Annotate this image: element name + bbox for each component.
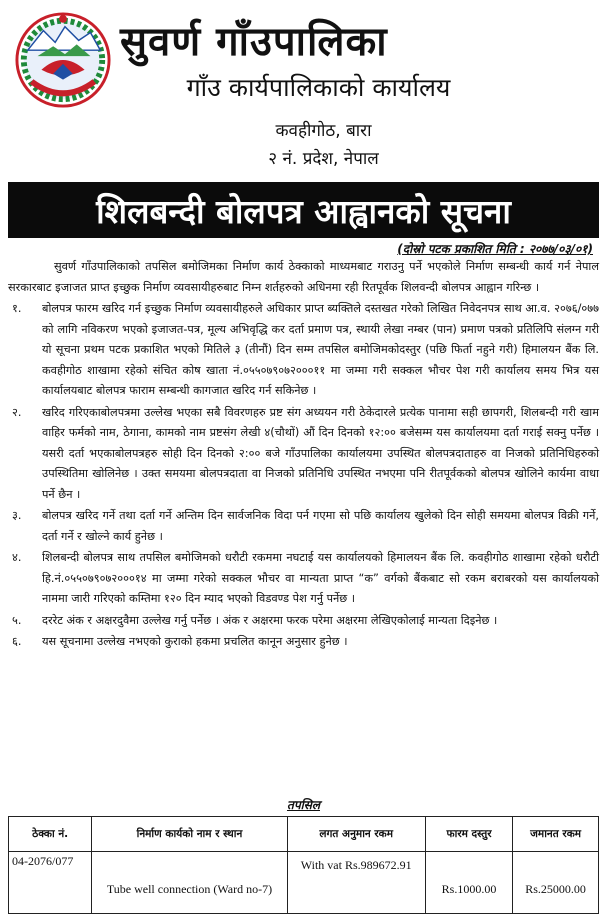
publish-date: (दोस्रो पटक प्रकाशित मिति : २०७७/०३/०१) xyxy=(397,242,593,256)
cell-contract-no: 04-2076/077 xyxy=(9,852,92,914)
term-item xyxy=(8,632,599,653)
cell-estimate: With vat Rs.989672.91 xyxy=(287,852,425,914)
term-text: शिलबन्दी बोलपत्र साथ तपसिल बमोजिमको धरौटी रकममा नघटाई यस कार्यालयको हिमालयन बैंक लि. कवहीगोठ शाखामा रहेको धरौटी हि.नं.०५५०७९०७२०००१४ मा जम्मा गरेको सक्कल भौचर वा मान्यता प्राप्त “क” वर्गको बैंकबाट सो रकम बराबरको यस कार्यालयको नाममा जारी गरिएको कम्तिमा १२० दिन म्याद भएको विडवण्ड पेश गर्नु पर्नेछ । xyxy=(42,551,599,605)
term-text: खरिद गरिएकाबोलपत्रमा उल्लेख भएका सबै विवरणहरु प्रष्ट संग अध्ययन गरी ठेकेदारले प्रत्येक पानामा सही छापगरी, शिलबन्दी गरी खाम वाहिर फर्मको नाम, ठेगाना, कामको नाम प्रष्टसंग लेखी ४(चौथों) औं दिन दिनको १२:०० बजेसम्म यस कार्यालयमा दर्ता गराई सक्नु पर्नेछ । यसरी दर्ता भएकाबोलपत्रहरु सोही दिन दिनको २:०० बजे गाँउपालिका कार्यालयमा उपस्थित बोलपत्रदाताहरु वा निजको प्रतिनिधिहरुको उपस्थितिमा खोलिनेछ । उक्त समयमा बोलपत्रदाता वा निजको प्रतिनिधि उपस्थित नभएमा पनि रीतपूर्वकको बोलपत्र खोलिने कार्यमा वाधा पर्ने छैन । xyxy=(42,405,599,501)
notice-body xyxy=(8,257,599,653)
col-form-fee: फारम दस्तुर xyxy=(425,817,512,852)
term-text: बोलपत्र खरिद गर्ने तथा दर्ता गर्ने अन्तिम दिन सार्वजनिक विदा पर्न गएमा सो पछि कार्यालय खुलेको दिन सोही समयमा बोलपत्र विक्री गर्ने, दर्ता गर्ने र खोल्ने कार्य हुनेछ । xyxy=(42,509,599,543)
col-contract-no: ठेक्का नं. xyxy=(9,817,92,852)
letterhead xyxy=(0,0,607,182)
term-number: ३. xyxy=(12,509,22,522)
term-number: ६. xyxy=(12,635,22,648)
col-estimate: लगत अनुमान रकम xyxy=(287,817,425,852)
municipality-name: सुवर्ण गाँउपालिका xyxy=(120,18,388,65)
notice-title-banner xyxy=(8,182,599,238)
address-line-2: २ नं. प्रदेश, नेपाल xyxy=(268,149,379,169)
col-work-name: निर्माण कार्यको नाम र स्थान xyxy=(92,817,287,852)
term-number: १. xyxy=(12,302,22,315)
cell-work-name: Tube well connection (Ward no-7) xyxy=(92,852,287,914)
term-text: बोलपत्र फारम खरिद गर्न इच्छुक निर्माण व्यवसायीहरुले अधिकार प्राप्त ब्यक्तिले दस्तखत गरेको लिखित निवेदनपत्र साथ आ.व. २०७६/०७७ को लागि नविकरण भएको इजाजत-पत्र, मूल्य अभिवृद्धि कर दर्ता प्रमाण पत्र, स्थायी लेखा नम्बर (पान) प्रमाण पत्रको प्रतिलिपि संलग्न गरी यो सूचना प्रथम पटक प्रकाशित भएको मितिले ३ (तीनौं) दिन सम्म तपसिल बमोजिमकोदस्तुर (पछि फिर्ता नहुने गरी) हिमालयन बैंक लि. कवहीगोठ शाखामा रहेको संचित कोष खाता नं.०५५०७९०७२०००११ मा जम्मा गरी सक्कल भौचर पेश गरी कार्यालय समय भित्र यस कार्यालयबाट बोलपत्र फाराम सम्बन्धी कागजात खरिद गर्न सकिनेछ । xyxy=(42,302,599,397)
term-number: ४. xyxy=(12,551,22,564)
notice-title: शिलबन्दी बोलपत्र आह्वानको सूचना xyxy=(96,191,511,231)
col-security-amount: जमानत रकम xyxy=(513,817,599,852)
term-text: दररेट अंक र अक्षरदुवैमा उल्लेख गर्नु पर्नेछ । अंक र अक्षरमा फरक परेमा अक्षरमा लेखिएकोलाई मान्यता दिइनेछ । xyxy=(42,613,498,627)
cell-security-amount: Rs.25000.00 xyxy=(513,852,599,914)
term-item xyxy=(8,506,599,547)
term-number: २. xyxy=(12,405,22,419)
terms-list xyxy=(8,299,599,653)
term-item xyxy=(8,611,599,632)
term-item xyxy=(8,548,599,610)
table-row xyxy=(9,852,599,914)
term-item xyxy=(8,299,599,402)
cell-form-fee: Rs.1000.00 xyxy=(425,852,512,914)
table-title: तपसिल xyxy=(286,798,320,812)
intro-paragraph: सुवर्ण गाँउपालिकाको तपसिल बमोजिमका निर्माण कार्य ठेक्काको माध्यमबाट गराउनु पर्ने भएकोले निर्माण सम्बन्धी कार्य गर्न नेपाल सरकारबाट इजाजत प्राप्त इच्छुक निर्माण व्यवसायीहरुबाट निम्न शर्तहरुको अधिनमा रही रितपूर्वक शिलवन्दी बोलपत्र आह्वान गरिन्छ । xyxy=(8,260,599,294)
works-table xyxy=(8,816,599,914)
table-header-row xyxy=(9,817,599,852)
term-text: यस सूचनामा उल्लेख नभएको कुराको हकमा प्रचलित कानून अनुसार हुनेछ । xyxy=(42,635,348,648)
address-line-1: कवहीगोठ, बारा xyxy=(275,121,372,141)
term-number: ५. xyxy=(12,613,22,627)
term-item xyxy=(8,403,599,506)
office-name: गाँउ कार्यपालिकाको कार्यालय xyxy=(186,73,451,102)
